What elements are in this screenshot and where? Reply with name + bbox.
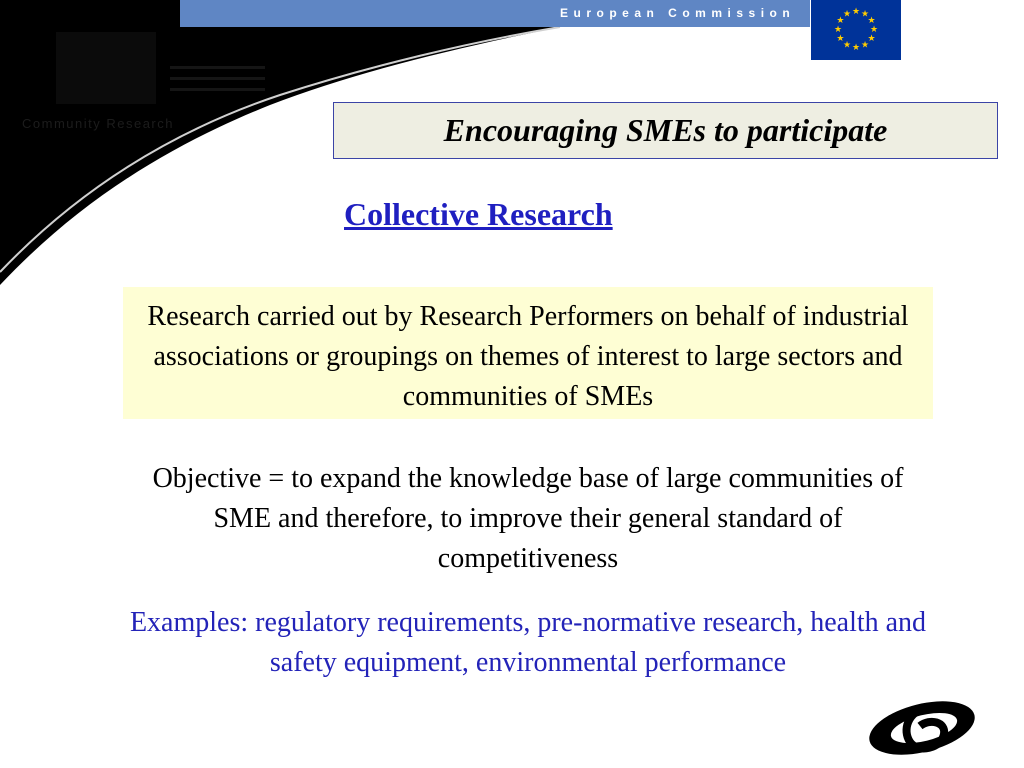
eu-flag-icon — [811, 0, 901, 60]
svg-text:★: ★ — [842, 9, 852, 20]
svg-text:★: ★ — [867, 34, 876, 44]
section-heading: Collective Research — [344, 196, 613, 232]
examples-text: Examples: regulatory requirements, pre-normative research, health and safety equipment, environmental performance — [129, 607, 927, 678]
svg-text:★: ★ — [836, 16, 845, 26]
definition-box — [123, 287, 933, 419]
svg-text:★: ★ — [867, 16, 876, 26]
svg-text:★: ★ — [851, 43, 861, 53]
european-commission-label: European Commission — [560, 6, 796, 20]
logo-decoration — [170, 66, 265, 106]
fp6-logo-icon — [864, 690, 980, 760]
slide-title-box — [333, 102, 998, 159]
slide-title: Encouraging SMEs to participate — [443, 112, 888, 148]
svg-text:★: ★ — [833, 25, 843, 35]
svg-text:★: ★ — [860, 9, 870, 20]
svg-text:★: ★ — [836, 34, 845, 44]
svg-text:★: ★ — [860, 40, 870, 51]
community-research-logo — [56, 32, 156, 104]
objective-text: Objective = to expand the knowledge base of large communities of SME and therefore, to improve their general standard of competitiveness — [152, 463, 904, 574]
definition-text: Research carried out by Research Performers on behalf of industrial associations or groupings on themes of interest to large sectors and communities of SMEs — [147, 301, 909, 412]
svg-text:★: ★ — [869, 25, 879, 35]
community-research-caption: Community Research — [22, 116, 174, 131]
svg-text:★: ★ — [851, 7, 861, 17]
svg-text:★: ★ — [842, 40, 852, 51]
